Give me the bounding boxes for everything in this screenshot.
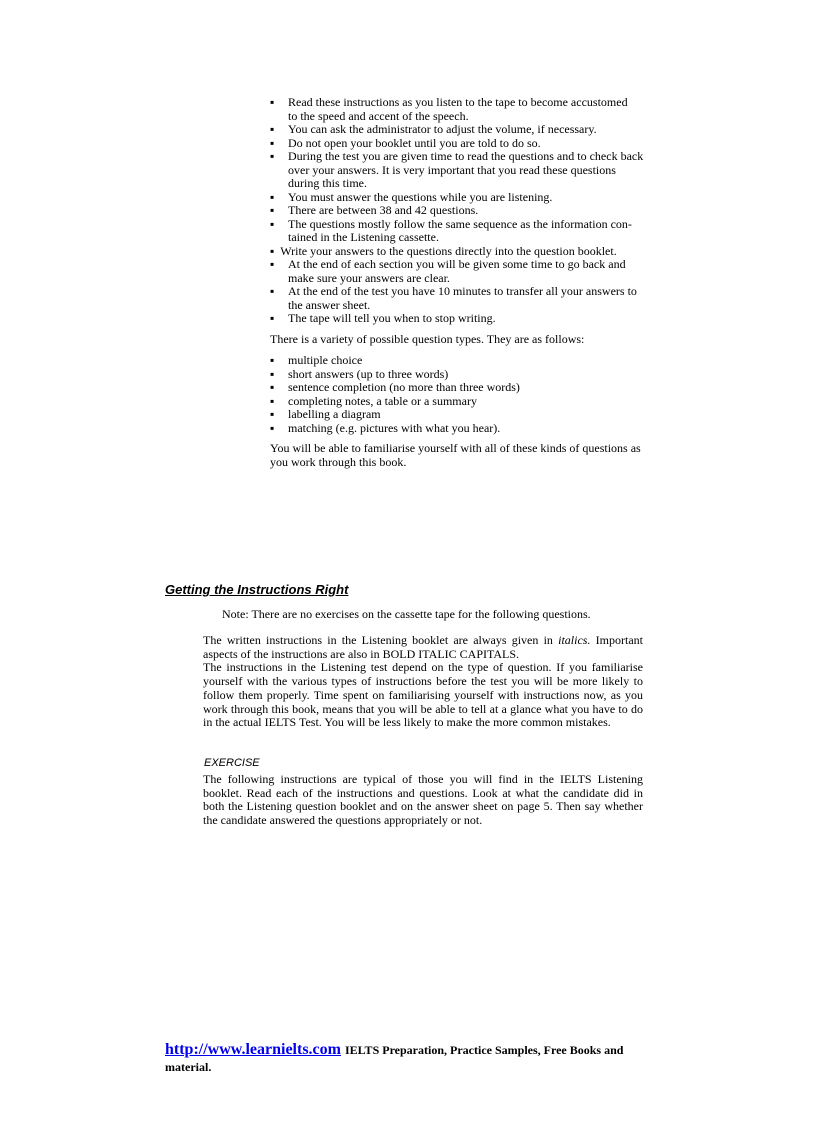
list-item: ▪ During the test you are given time to read the questions and to check back over your answers. It is very important that you read these questions during this time.	[270, 149, 644, 190]
body-text	[203, 634, 643, 730]
list-item: ▪ completing notes, a table or a summary	[270, 393, 477, 408]
body-paragraph-2: The instructions in the Listening test depend on the type of question. If you familiarise yourself with the various types of instructions before the test you will be more likely to follow them properly. Time spent on familiarising yourself with instructions now, as you work through this book, means that you will be able to tell at a glance what you have to do in the actual IELTS Test. You will be less likely to make the more common mistakes.	[203, 660, 643, 730]
closing-text: You will be able to familiarise yourself with all of these kinds of questions as you work through this book.	[270, 441, 641, 469]
body-paragraph-1: The written instructions in the Listening booklet are always given in italics. Important aspects of the instructions are also in BOLD ITALIC CAPITALS.	[203, 633, 643, 661]
exercise-label: EXERCISE	[204, 757, 260, 769]
list-item: ▪ sentence completion (no more than three words)	[270, 380, 520, 394]
website-link[interactable]: http://www.learnielts.com	[165, 1041, 341, 1058]
exercise-text: The following instructions are typical of those you will find in the IELTS Listening booklet. Read each of the instructions and questions. Look at what the candidate did in both the Listening question booklet and on the answer sheet on page 5. Then say whether the candidate answered the questions appropriately or not.	[203, 772, 643, 828]
note-text: Note: There are no exercises on the cassette tape for the following questions.	[222, 607, 591, 621]
list-item: ▪ You can ask the administrator to adjust the volume, if necessary.	[270, 122, 597, 136]
footer	[165, 1041, 645, 1076]
list-item: ▪ Write your answers to the questions directly into the question booklet.	[270, 243, 617, 258]
list-item: ▪ multiple choice	[270, 353, 363, 367]
list-item: ▪ The tape will tell you when to stop writing.	[270, 311, 496, 325]
list-item: ▪ At the end of each section you will be given some time to go back and make sure your answers are clear.	[270, 257, 626, 285]
list-item: ▪ Read these instructions as you listen to the tape to become accustomed to the speed and accent of the speech.	[270, 95, 628, 123]
list-item: ▪ The questions mostly follow the same sequence as the information con- tained in the Listening cassette.	[270, 216, 632, 244]
list-item: ▪ short answers (up to three words)	[270, 366, 449, 381]
footer-text: IELTS Preparation, Practice Samples, Free Books and material.	[165, 1043, 624, 1074]
list-item: ▪ At the end of the test you have 10 minutes to transfer all your answers to the answer sheet.	[270, 284, 637, 312]
list-item: ▪ matching (e.g. pictures with what you hear).	[270, 420, 501, 435]
question-types-list	[270, 354, 650, 435]
section-heading: Getting the Instructions Right	[165, 582, 349, 597]
list-item: ▪ There are between 38 and 42 questions.	[270, 203, 479, 217]
list-item: ▪ labelling a diagram	[270, 407, 381, 421]
instructions-list	[270, 96, 650, 469]
list-item: ▪ Do not open your booklet until you are told to do so.	[270, 135, 541, 150]
list-item: ▪ You must answer the questions while you are listening.	[270, 189, 553, 204]
types-intro: There is a variety of possible question types. They are as follows:	[270, 331, 585, 346]
